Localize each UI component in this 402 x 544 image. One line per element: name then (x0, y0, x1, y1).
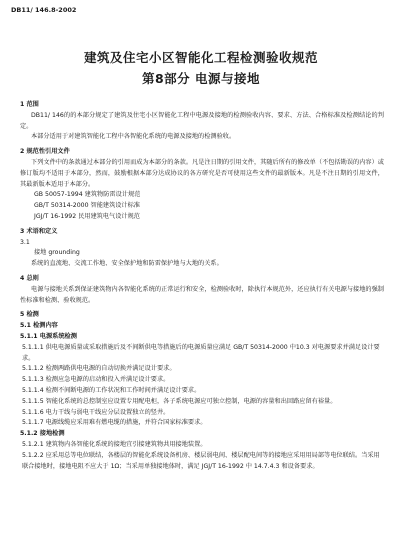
paragraph: 下列文件中的条款通过本部分的引用而成为本部分的条款。凡是注日期的引用文件，其随后所有的修改单（不包括勘误的内容）或修订版均不适用于本部分，然而，鼓励根据本部分达成协议的各方研究是否可使用这些文件的最新版本。凡是不注日期的引用文件，其最新版本适用于本部分。 (20, 158, 384, 188)
term-definition: 系统的直流地、交流工作地、安全保护地和防雷保护地与大地的关系。 (31, 260, 223, 268)
paragraph: 电源与接地关系到保证建筑物内各智能化系统的正常运行和安全，检测验收时，除执行本规范外，还应执行有关电源与接地的强制性标准和检测、验收规范。 (20, 285, 384, 304)
clause-item: 5.1.1.5 智能化系统的总控制室应设置专用配电柜，各子系统电源应可独立控制，电源的容量和出回路应留有裕量。 (22, 397, 337, 405)
clause-item: 5.1.2.1 建筑物内各智能化系统的接地宜引接建筑物共用接地装置。 (22, 440, 207, 448)
clause-item: 5.1.1.1 供电电源质量或采取措施后及不间断供电等措施后的电源质量应满足 GB/T 50314-2000 中10.3 对电源要求并满足设计要求。 (22, 343, 380, 362)
paragraph: DB11/ 146的的本部分规定了建筑及住宅小区智能化工程中电源及接地的检测验收内容、要求、方法、合格标准及检测结论的判定。 (20, 111, 384, 130)
section-heading: 1 范围 (20, 101, 39, 108)
term-number: 3.1 (20, 238, 30, 246)
paragraph: 本部分适用于对建筑智能化工程中各智能化系统的电源及接地的检测验收。 (31, 133, 236, 141)
clause-item: 5.1.1.2 检测两路供电电源的自动切换并满足设计要求。 (22, 365, 176, 373)
clause-item: 5.1.1.4 检测不间断电源的工作状况和工作时间并满足设计要求。 (22, 386, 201, 394)
subsection-heading: 5.1 检测内容 (20, 322, 58, 330)
clause-item: 5.1.1.7 电源线缆应采用难有燃电缆的措施，并符合国家标准要求。 (22, 419, 207, 427)
clause-item: 5.1.1.3 检测应急电源的启动和投入并满足设计要求。 (22, 376, 170, 384)
section-heading: 3 术语和定义 (20, 227, 58, 235)
section-heading: 4 总则 (20, 274, 39, 282)
section-heading: 2 规范性引用文件 (20, 148, 70, 156)
document-body (20, 96, 384, 472)
term-name: 接地 grounding (34, 249, 80, 257)
reference-item: GB/T 50314-2000 智能建筑设计标准 (34, 202, 140, 210)
clause-item: 5.1.1.6 电力干线与弱电干线应分层设置独立的竖井。 (22, 408, 170, 416)
subsection-heading: 5.1.2 接地检测 (20, 430, 65, 438)
clause-item: 5.1.2.2 应采用总等电位联结，各楼层的智能化系统设备机房、楼层弱电间、楼层配电间等的接地应采用用局部等电位联结。当采用联合接地时，接地电阻不应大于 1Ω；当采用单独接地体时，满足 JGJ/T 16-1992 中 14.7.4.3 和设备要求。 (22, 451, 380, 470)
reference-item: JGJ/T 16-1992 民用建筑电气设计规范 (34, 212, 140, 220)
document-title: 建筑及住宅小区智能化工程检测验收规范 (83, 50, 318, 65)
section-heading: 5 检测 (20, 311, 39, 319)
standard-code: DB11/ 146.8-2002 (11, 6, 77, 14)
part-title: 第8部分 电源与接地 (141, 71, 261, 86)
reference-item: GB 50057-1994 建筑物防雷设计规范 (34, 191, 141, 199)
subsection-heading: 5.1.1 电源系统检测 (20, 332, 77, 340)
